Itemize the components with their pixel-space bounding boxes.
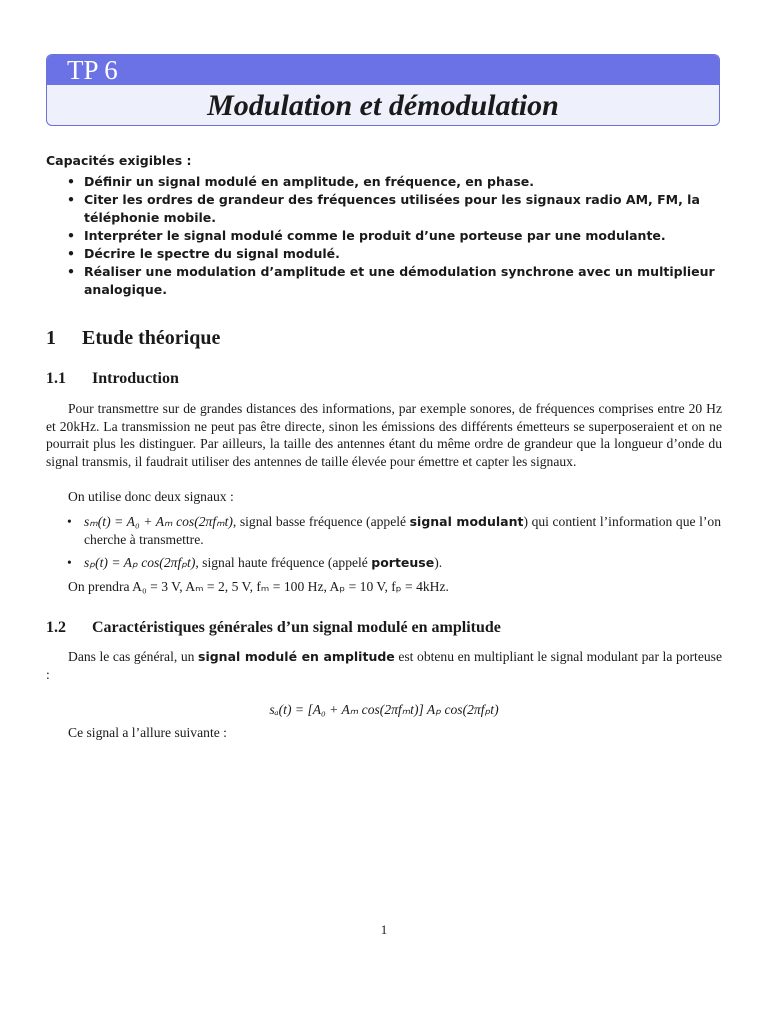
- bullet-icon: •: [67, 246, 75, 261]
- values-line: On prendra A₀ = 3 V, Aₘ = 2, 5 V, fₘ = 100 Hz, Aₚ = 10 V, fₚ = 4kHz.: [68, 579, 449, 594]
- section-title: Etude théorique: [82, 327, 221, 349]
- bullet-icon: •: [67, 264, 75, 279]
- list-item: • sₘ(t) = A₀ + Aₘ cos(2πfₘt), signal basse fréquence (appelé signal modulant) qui contient l’information que l’on cherche à transmettre.: [67, 514, 722, 547]
- page-number: 1: [380, 922, 388, 937]
- formula: sₚ(t) = Aₚ cos(2πfₚt): [84, 555, 196, 570]
- list-item: • Réaliser une modulation d’amplitude et une démodulation synchrone avec un multiplieur analogique.: [67, 264, 715, 297]
- signal-shape-lead: Ce signal a l’allure suivante :: [68, 725, 227, 740]
- subsection-title: Introduction: [92, 370, 179, 387]
- section-number: 1: [46, 327, 56, 349]
- bullet-icon: •: [67, 555, 72, 570]
- document-title: Modulation et démodulation: [207, 89, 559, 122]
- signals-list: [67, 513, 721, 572]
- bullet-icon: •: [67, 174, 75, 189]
- list-item: • Interpréter le signal modulé comme le produit d’une porteuse par une modulante.: [67, 228, 666, 243]
- formula: sₘ(t) = A₀ + Aₘ cos(2πfₘt): [84, 514, 233, 529]
- intro-signals-lead: On utilise donc deux signaux :: [68, 489, 234, 504]
- list-item: • Définir un signal modulé en amplitude, en fréquence, en phase.: [67, 174, 534, 189]
- title-banner: [46, 54, 720, 126]
- bullet-icon: •: [67, 514, 72, 529]
- characteristics-paragraph: Dans le cas général, un signal modulé en amplitude est obtenu en multipliant le signal modulant par la porteuse :: [46, 649, 722, 682]
- capacites-list: [67, 173, 727, 299]
- tp-number: TP 6: [67, 55, 118, 85]
- subsection-heading-intro: [46, 370, 179, 388]
- bullet-icon: •: [67, 228, 75, 243]
- bullet-icon: •: [67, 192, 75, 207]
- title-banner-top: [47, 55, 719, 85]
- section-heading: [46, 327, 220, 350]
- capacites-heading: Capacités exigibles :: [46, 153, 192, 168]
- list-item: • Décrire le spectre du signal modulé.: [67, 246, 340, 261]
- list-item: • sₚ(t) = Aₚ cos(2πfₚt), signal haute fréquence (appelé porteuse).: [67, 555, 443, 570]
- intro-paragraph: Pour transmettre sur de grandes distances des informations, par exemple sonores, de fréquences comprises entre 20 Hz et 20kHz. La transmission ne peut pas être directe, sinon les émissions des différents émetteurs se superposeraient et on ne pourrait plus les distinguer. Par ailleurs, la taille des antennes étant du même ordre de grandeur que la longueur d’onde du signal transmis, il faudrait utiliser des antennes de taille élevée pour émettre et capter les signaux.: [46, 401, 722, 469]
- subsection-heading-characteristics: [46, 619, 501, 637]
- subsection-number: 1.1: [46, 370, 66, 387]
- modulation-equation: sₐ(t) = [A₀ + Aₘ cos(2πfₘt)] Aₚ cos(2πfₚt): [269, 702, 499, 717]
- subsection-number: 1.2: [46, 619, 66, 636]
- subsection-title: Caractéristiques générales d’un signal modulé en amplitude: [92, 619, 501, 636]
- list-item: • Citer les ordres de grandeur des fréquences utilisées pour les signaux radio AM, FM, la téléphonie mobile.: [67, 192, 700, 225]
